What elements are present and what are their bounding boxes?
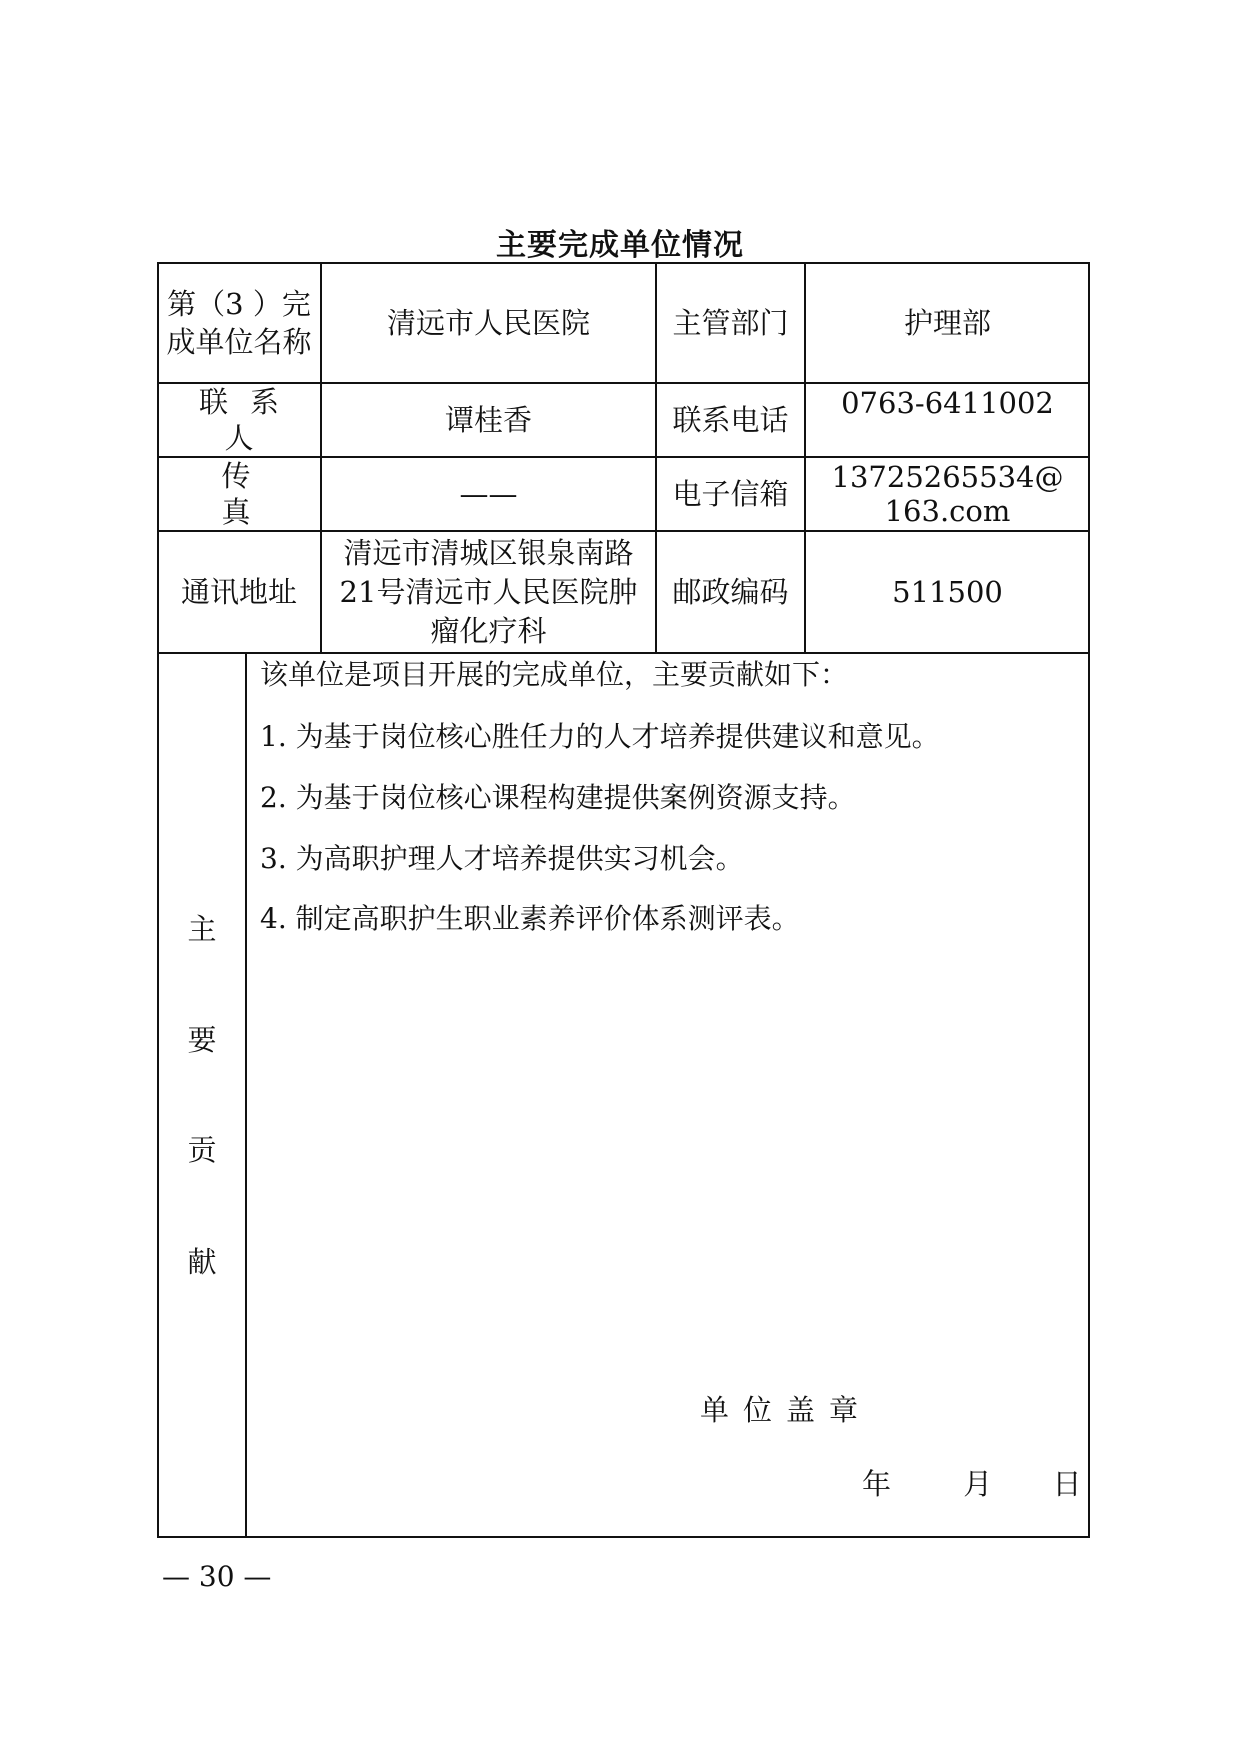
fax-value: —— (459, 477, 518, 511)
postcode-label: 邮政编码 (672, 575, 789, 609)
date-month-label: 月 (963, 1467, 993, 1501)
address-label: 通讯地址 (180, 575, 297, 609)
dept-label: 主管部门 (672, 305, 789, 340)
date-line (862, 1462, 1081, 1503)
date-day-label: 日 (1052, 1467, 1082, 1501)
date-year-label: 年 (862, 1467, 892, 1501)
postcode-value: 511500 (892, 575, 1003, 609)
contact-value: 谭桂香 (444, 403, 532, 437)
col-divider (245, 652, 247, 1538)
page-title: 主要完成单位情况 (496, 228, 744, 263)
unit-seal-label: 单位盖章 (700, 1393, 873, 1427)
side-label-char: 献 (187, 1245, 217, 1279)
address-value: 清远市清城区银泉南路21号清远市人民医院肿瘤化疗科 (339, 535, 638, 648)
fax-label: 传真 (221, 459, 315, 529)
side-label-char: 要 (187, 1023, 217, 1057)
contribution-intro: 该单位是项目开展的完成单位，主要贡献如下： (260, 658, 849, 691)
contribution-item: 3. 为高职护理人才培养提供实习机会。 (260, 842, 744, 875)
unit-name-label: 第（3 ）完成单位名称 (166, 286, 312, 359)
email-label: 电子信箱 (672, 477, 789, 511)
contact-label: 联系人 (198, 385, 301, 455)
contribution-item: 2. 为基于岗位核心课程构建提供案例资源支持。 (260, 781, 856, 814)
side-label-char: 贡 (187, 1133, 217, 1167)
phone-value: 0763-6411002 (841, 386, 1054, 420)
unit-name-value: 清远市人民医院 (386, 305, 590, 340)
email-value: 13725265534@163.com (831, 460, 1064, 528)
dept-value: 护理部 (903, 305, 991, 340)
contribution-item: 1. 为基于岗位核心胜任力的人才培养提供建议和意见。 (260, 720, 940, 753)
contribution-item: 4. 制定高职护生职业素养评价体系测评表。 (260, 902, 800, 935)
page-number: — 30 — (162, 1560, 272, 1593)
phone-label: 联系电话 (672, 403, 789, 437)
side-label-char: 主 (187, 912, 217, 946)
